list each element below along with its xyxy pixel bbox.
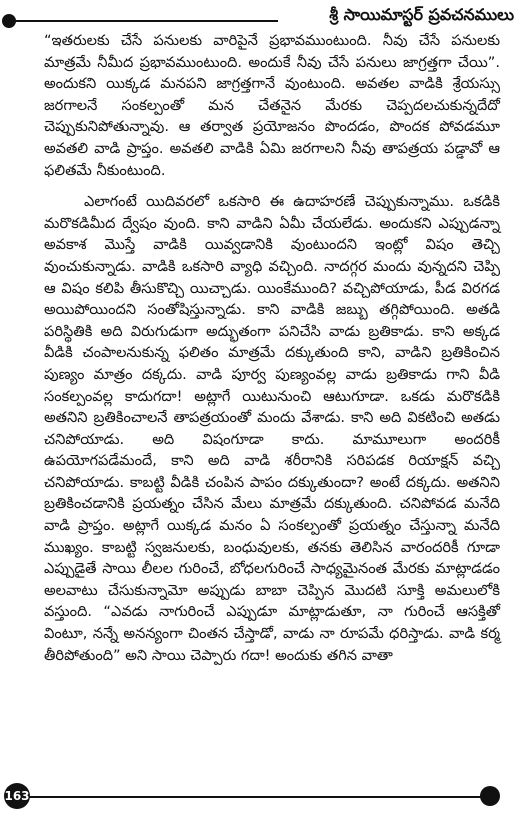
header-rule [6,20,278,22]
footer-dot-ornament [480,786,500,806]
page-number-badge: 163 [4,783,30,809]
paragraph-2: ఎలాగంటే యిదివరలో ఒకసారి ఈ ఉదాహరణే చెప్పుకున్నాము. ఒకడికి మరొకడిమీద ద్వేషం వుంది. కాని వాడిని ఏమీ చేయలేడు. అందుకని ఎప్పుడన్నా అవకాశ మొస్తే వాడికి యివ్వడానికి వుంటుందని ఇంట్లో విషం తెచ్చి వుంచుకున్నాడు. వాడికి ఒకసారి వ్యాధి వచ్చింది. నాదగ్గర మందు వున్నదని చెప్పి ఆ విషం కలిపి తీసుకొచ్చి యిచ్చాడు. యింకేముంది? వచ్చిపోయాడు, పీడ విరగడ అయిపోయిందని సంతోషిస్తున్నాడు. కాని వాడికి జబ్బు తగ్గిపోయింది. అతడి పరిస్థితికి అది విరుగుడుగా అద్భుతంగా పనిచేసి వాడు బ్రతికాడు. కాని అక్కడ వీడికి చంపాలనుకున్న ఫలితం మాత్రమే దక్కుతుంది కాని, వాడిని బ్రతికించిన పుణ్యం మాత్రం దక్కదు. వాడి పూర్వ పుణ్యంవల్ల వాడు బ్రతికాడు గాని వీడి సంకల్పంవల్ల కాదుగదా! అట్లాగే యిటునుంచి ఆటుగూడా. ఒకడు మరొకడికి అతనిని బ్రతికించాలనే తాపత్రయంతో మందు వేశాడు. కాని అది వికటించి అతడు చనిపోయాడు. అది విషంగూడా కాదు. మామూలుగా అందరికీ ఉపయోగపడేమందే, కాని అది వాడి శరీరానికి సరిపడక రియాక్షన్ వచ్చి చనిపోయాడు. కాబట్టి వీడికి చంపిన పాపం దక్కుతుందా? అంటే దక్కదు. అతనిని బ్రతికించడానికి ప్రయత్నం చేసిన మేలు మాత్రమే దక్కుతుంది. చనిపోవడ మనేది వాడి ప్రాప్తం. అట్లాగే యిక్కడ మనం ఏ సంకల్పంతో ప్రయత్నం చేస్తున్నా మనేది ముఖ్యం. కాబట్టి స్వజనులకు, బంధువులకు, తనకు తెలిసిన వారందరికీ గూడా ఎప్పుడైతే సాయి లీలల గురించే, బోధలగురించే సాధ్యమైనంత మేరకు మాట్లాడడం అలవాటు చేసుకున్నామో అప్పుడు బాబా చెప్పిన మొదటి సూక్తి అమలులోకి వస్తుంది. “ఎవడు నాగురించే ఎప్పుడూ మాట్లాడుతూ, నా గురించే ఆసక్తితో వింటూ, నన్నే అనన్యంగా చింతన చేస్తాడో, వాడు నా రూపమే ధరిస్తాడు. వాడి కర్మ తీరిపోతుంది” అని సాయి చెప్పారు గదా! అందుకు తగిన వాతా [44,193,500,664]
footer-rule [14,796,490,798]
paragraph-1: “ఇతరులకు చేసే పనులకు వారిపైనే ప్రభావముంటుంది. నీవు చేసే పనులకు మాత్రమే నీమీద ప్రభావముంటుంది. అందుకే నీవు చేసే పనులు జాగ్రత్తగా చేయి”. అందుకని యిక్కడ మనపని జాగ్రత్తగానే వుంటుంది. అవతల వాడికి శ్రేయస్సు జరగాలనే సంకల్పంతో మన చేతనైన మేరకు చెప్పదలచుకున్నదేదో చెప్పుకునిపోతున్నావు. ఆ తర్వాత ప్రయోజనం పొందడం, పొందక పోవడమూ అవతలి వాడి ప్రాప్తం. అవతలి వాడికి ఏమి జరగాలని నీవు తాపత్రయ పడ్డావో ఆ ఫలితమే నీకుంటుంది. [44,32,500,179]
running-header-title: శ్రీ సాయిమాస్టర్ ప్రవచనములు [329,5,514,24]
body-text [44,30,500,666]
